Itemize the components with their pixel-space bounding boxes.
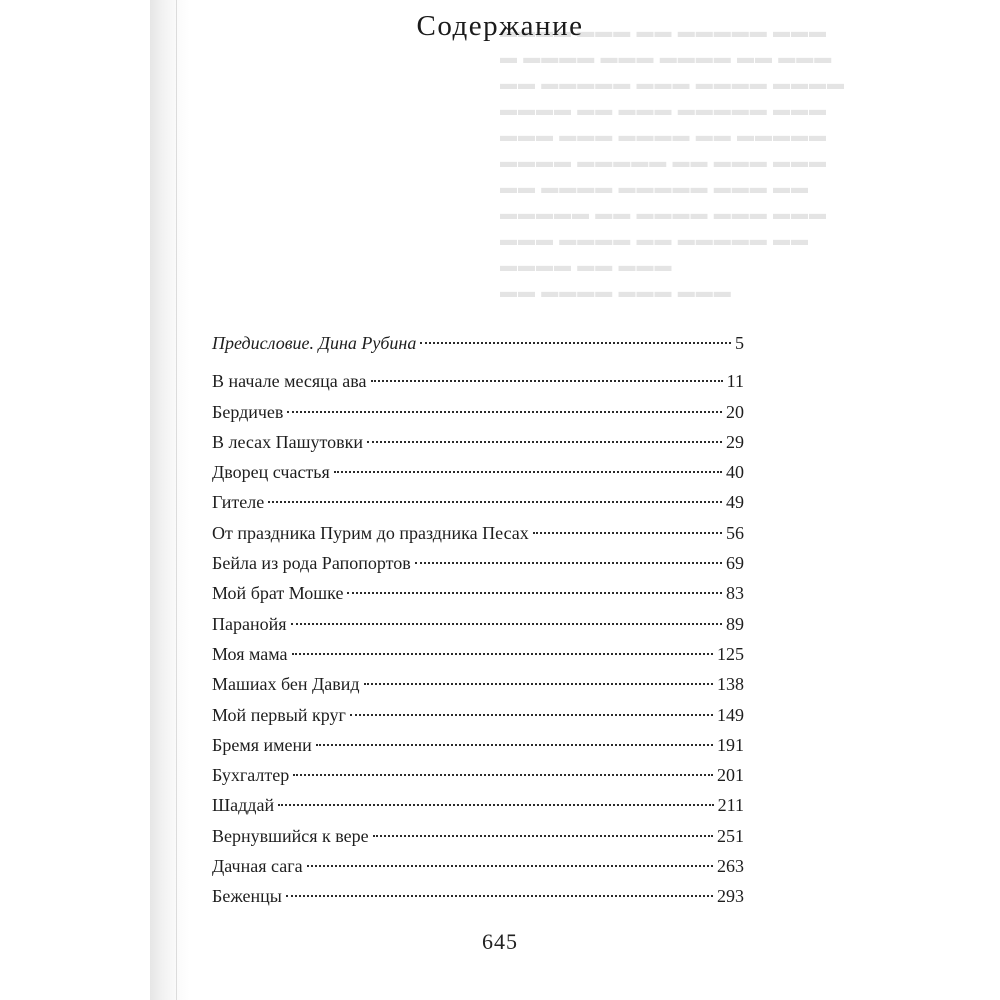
dot-leader — [292, 653, 713, 655]
toc-entry-title: Машиах бен Давид — [212, 674, 360, 695]
toc-entry-page: 89 — [726, 613, 744, 634]
toc-entry — [212, 760, 744, 790]
dot-leader — [291, 623, 722, 625]
toc-entry-page: 201 — [717, 765, 744, 786]
page-number: 645 — [482, 929, 518, 954]
toc-entry-page: 11 — [726, 371, 744, 392]
dot-leader — [420, 342, 731, 344]
toc-entry-preface — [212, 328, 744, 358]
dot-leader — [415, 562, 722, 564]
toc-entry-title: Бухгалтер — [212, 765, 290, 786]
toc-entry-title: Гителе — [212, 492, 265, 513]
toc-entry-title: Паранойя — [212, 613, 287, 634]
toc-entry-title: Бейла из рода Рапопортов — [212, 553, 411, 574]
toc-entry-page: 293 — [717, 886, 744, 907]
toc-entry — [212, 609, 744, 639]
toc-entry — [212, 730, 744, 760]
dot-leader — [316, 744, 713, 746]
toc-entry — [212, 427, 744, 457]
dot-leader — [286, 895, 713, 897]
toc-entry-title: От праздника Пурим до праздника Песах — [212, 522, 529, 543]
dot-leader — [307, 865, 713, 867]
toc-entry-title: Дворец счастья — [212, 462, 330, 483]
show-through-text: ▬▬▬▬ ▬▬▬ ▬▬ ▬▬▬▬▬ ▬▬▬ ▬ ▬▬▬▬ ▬▬▬ ▬▬▬▬ ▬▬ ▬▬▬ ▬▬ ▬▬▬▬▬ ▬▬▬ ▬▬▬▬ ▬▬▬▬ ▬▬▬▬ ▬▬ ▬▬▬ ▬▬▬▬▬ ▬▬▬ ▬▬▬ ▬▬▬ ▬▬▬▬ ▬▬ ▬▬▬▬▬ ▬▬▬▬ ▬▬▬▬▬ ▬▬ ▬▬▬ ▬▬▬ ▬▬ ▬▬▬▬ ▬▬▬▬▬ ▬▬▬ ▬▬ ▬▬▬▬▬ ▬▬ ▬▬▬▬ ▬▬▬ ▬▬▬ ▬▬▬ ▬▬▬▬ ▬▬ ▬▬▬▬▬ ▬▬ ▬▬▬▬ ▬▬ ▬▬▬ ▬▬ ▬▬▬▬ ▬▬▬ ▬▬▬ — [500, 22, 845, 301]
toc-entry-page: 69 — [726, 553, 744, 574]
toc-entry-title: Дачная сага — [212, 856, 303, 877]
toc-entry — [212, 457, 744, 487]
page-title: Содержание — [416, 10, 584, 42]
toc-entry-title: В лесах Пашутовки — [212, 431, 363, 452]
toc-entry-title: Мой первый круг — [212, 704, 346, 725]
toc-entry — [212, 881, 744, 911]
dot-leader — [268, 501, 722, 503]
toc-entry-page: 138 — [717, 674, 744, 695]
toc-entry-title: Бремя имени — [212, 734, 312, 755]
toc-entry-page: 125 — [717, 643, 744, 664]
toc-entry-page: 211 — [717, 795, 744, 816]
toc-entry — [212, 639, 744, 669]
dot-leader — [334, 471, 722, 473]
toc-entry-page: 251 — [717, 825, 744, 846]
dot-leader — [347, 592, 722, 594]
toc-entry-page: 83 — [726, 583, 744, 604]
toc-entry-title: В начале месяца ава — [212, 371, 367, 392]
toc-entry-title: Шаддай — [212, 795, 275, 816]
dot-leader — [533, 532, 722, 534]
binding-edge — [176, 0, 177, 1000]
toc-entry-page: 263 — [717, 856, 744, 877]
toc-entry-page: 191 — [717, 734, 744, 755]
binding-shadow — [150, 0, 190, 1000]
toc-entry — [212, 700, 744, 730]
dot-leader — [373, 835, 713, 837]
toc-entry-page: 29 — [726, 431, 744, 452]
toc-entry-page: 40 — [726, 462, 744, 483]
toc-entry — [212, 487, 744, 517]
dot-leader — [371, 380, 723, 382]
dot-leader — [287, 411, 722, 413]
table-of-contents — [212, 328, 744, 912]
toc-entry-title: Мой брат Мошке — [212, 583, 344, 604]
dot-leader — [278, 804, 714, 806]
toc-entry — [212, 397, 744, 427]
toc-entry — [212, 366, 744, 396]
toc-entry — [212, 669, 744, 699]
toc-entry — [212, 821, 744, 851]
toc-entry — [212, 790, 744, 820]
toc-entry — [212, 518, 744, 548]
toc-entry-page: 56 — [726, 522, 744, 543]
toc-entry — [212, 578, 744, 608]
dot-leader — [350, 714, 713, 716]
toc-entry-page: 49 — [726, 492, 744, 513]
toc-entry — [212, 548, 744, 578]
toc-entry-page: 5 — [735, 333, 744, 353]
toc-entry-page: 149 — [717, 704, 744, 725]
toc-entry-page: 20 — [726, 401, 744, 422]
toc-entry-title: Бердичев — [212, 401, 284, 422]
toc-entry-title: Беженцы — [212, 886, 282, 907]
toc-entry — [212, 851, 744, 881]
toc-entry-title: Моя мама — [212, 643, 288, 664]
dot-leader — [367, 441, 722, 443]
dot-leader — [364, 683, 713, 685]
toc-entry-title: Вернувшийся к вере — [212, 825, 369, 846]
dot-leader — [293, 774, 713, 776]
toc-entry-title: Предисловие. Дина Рубина — [212, 333, 417, 353]
